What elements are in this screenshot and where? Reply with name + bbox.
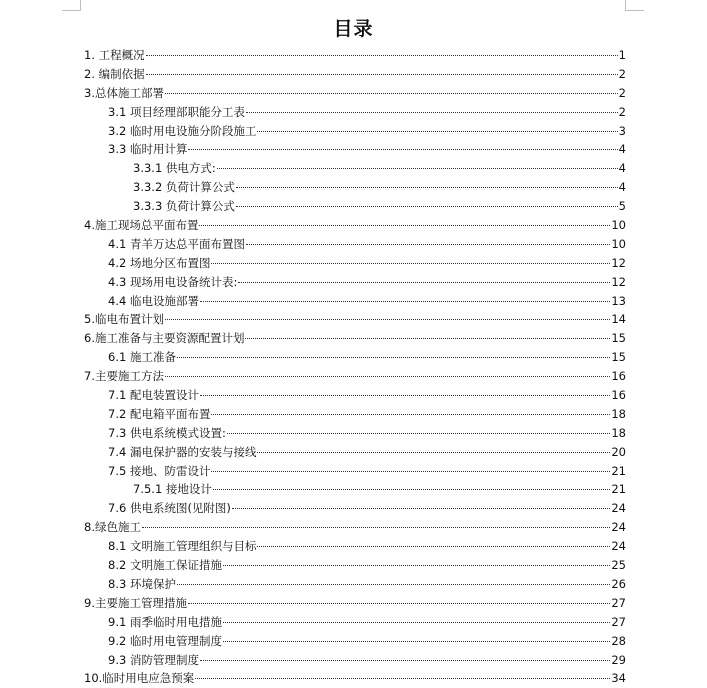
toc-entry-label: 7.1 配电装置设计 bbox=[108, 388, 199, 403]
toc-entry-page-number: 21 bbox=[611, 482, 626, 497]
table-of-contents bbox=[84, 46, 626, 688]
toc-dot-leader bbox=[236, 206, 618, 207]
toc-dot-leader bbox=[200, 395, 610, 396]
toc-dot-leader bbox=[211, 414, 610, 415]
toc-dot-leader bbox=[165, 319, 610, 320]
toc-entry[interactable] bbox=[84, 216, 626, 235]
toc-entry[interactable] bbox=[84, 386, 626, 405]
page-corner-mark-left bbox=[62, 0, 81, 11]
toc-entry-label: 7.4 漏电保护器的安装与接线 bbox=[108, 444, 257, 459]
toc-dot-leader bbox=[246, 244, 610, 245]
toc-entry[interactable] bbox=[84, 310, 626, 329]
toc-entry-page-number: 34 bbox=[611, 671, 626, 686]
toc-entry-page-number: 5 bbox=[618, 199, 626, 214]
toc-entry[interactable] bbox=[84, 159, 626, 178]
toc-entry[interactable] bbox=[84, 235, 626, 254]
toc-entry-label: 3.3.2 负荷计算公式 bbox=[133, 180, 235, 195]
toc-dot-leader bbox=[200, 660, 610, 661]
toc-entry-label: 9.1 雨季临时用电措施 bbox=[108, 614, 222, 629]
toc-dot-leader bbox=[165, 376, 610, 377]
toc-dot-leader bbox=[142, 527, 610, 528]
toc-entry-page-number: 2 bbox=[618, 66, 626, 81]
toc-entry[interactable] bbox=[84, 594, 626, 613]
toc-entry-label: 8.2 文明施工保证措施 bbox=[108, 558, 222, 573]
toc-dot-leader bbox=[232, 508, 610, 509]
toc-entry-page-number: 12 bbox=[611, 274, 626, 289]
toc-dot-leader bbox=[177, 357, 610, 358]
toc-entry-page-number: 10 bbox=[611, 218, 626, 233]
toc-entry-label: 7.5 接地、防雷设计 bbox=[108, 463, 211, 478]
toc-entry-page-number: 15 bbox=[611, 350, 626, 365]
toc-entry[interactable] bbox=[84, 613, 626, 632]
toc-dot-leader bbox=[236, 187, 618, 188]
page-corner-mark-right bbox=[625, 0, 644, 11]
toc-dot-leader bbox=[146, 55, 618, 56]
toc-entry-label: 9.主要施工管理措施 bbox=[84, 595, 187, 610]
toc-entry[interactable] bbox=[84, 632, 626, 651]
toc-dot-leader bbox=[257, 131, 617, 132]
toc-entry[interactable] bbox=[84, 84, 626, 103]
toc-entry-label: 3.3.3 负荷计算公式 bbox=[133, 199, 235, 214]
toc-entry-label: 7.3 供电系统模式设置: bbox=[108, 425, 226, 440]
toc-entry[interactable] bbox=[84, 480, 626, 499]
toc-entry[interactable] bbox=[84, 443, 626, 462]
toc-entry[interactable] bbox=[84, 367, 626, 386]
toc-dot-leader bbox=[195, 678, 610, 679]
toc-entry-label: 3.总体施工部署 bbox=[84, 85, 164, 100]
toc-entry[interactable] bbox=[84, 499, 626, 518]
toc-dot-leader bbox=[177, 584, 610, 585]
toc-entry-label: 2. 编制依据 bbox=[84, 66, 145, 81]
toc-entry[interactable] bbox=[84, 292, 626, 311]
toc-entry-page-number: 25 bbox=[611, 558, 626, 573]
toc-entry[interactable] bbox=[84, 518, 626, 537]
toc-entry-page-number: 1 bbox=[618, 48, 626, 62]
toc-entry-page-number: 4 bbox=[618, 161, 626, 176]
toc-title: 目录 bbox=[333, 18, 374, 40]
toc-dot-leader bbox=[223, 622, 610, 623]
toc-dot-leader bbox=[211, 263, 610, 264]
toc-entry-page-number: 21 bbox=[611, 463, 626, 478]
toc-entry-label: 3.3 临时用计算 bbox=[108, 142, 188, 157]
toc-dot-leader bbox=[211, 471, 610, 472]
toc-entry-label: 1. 工程概况 bbox=[84, 48, 145, 62]
toc-dot-leader bbox=[245, 338, 610, 339]
toc-entry-page-number: 3 bbox=[618, 123, 626, 138]
toc-dot-leader bbox=[246, 112, 618, 113]
toc-entry-page-number: 28 bbox=[611, 633, 626, 648]
toc-dot-leader bbox=[227, 433, 611, 434]
toc-entry-page-number: 4 bbox=[618, 142, 626, 157]
toc-entry[interactable] bbox=[84, 405, 626, 424]
toc-entry-label: 4.施工现场总平面布置 bbox=[84, 218, 199, 233]
toc-entry[interactable] bbox=[84, 254, 626, 273]
toc-entry-label: 7.5.1 接地设计 bbox=[133, 482, 212, 497]
toc-entry-label: 8.1 文明施工管理组织与目标 bbox=[108, 539, 257, 554]
toc-entry-page-number: 4 bbox=[618, 180, 626, 195]
toc-dot-leader bbox=[223, 641, 610, 642]
toc-entry-page-number: 2 bbox=[618, 85, 626, 100]
toc-dot-leader bbox=[223, 565, 610, 566]
toc-entry-page-number: 26 bbox=[611, 576, 626, 591]
toc-entry-page-number: 29 bbox=[611, 652, 626, 667]
toc-dot-leader bbox=[238, 282, 610, 283]
toc-entry[interactable] bbox=[84, 140, 626, 159]
toc-entry[interactable] bbox=[84, 122, 626, 141]
toc-dot-leader bbox=[146, 74, 618, 75]
toc-entry-label: 3.3.1 供电方式: bbox=[133, 161, 216, 176]
toc-entry-label: 3.1 项目经理部职能分工表 bbox=[108, 104, 245, 119]
toc-dot-leader bbox=[200, 301, 610, 302]
toc-entry-label: 3.2 临时用电设施分阶段施工 bbox=[108, 123, 257, 138]
toc-entry-label: 4.1 青羊万达总平面布置图 bbox=[108, 236, 245, 251]
toc-entry-page-number: 24 bbox=[611, 501, 626, 516]
toc-entry-page-number: 16 bbox=[611, 369, 626, 384]
toc-entry-label: 10.临时用电应急预案 bbox=[84, 671, 195, 686]
toc-entry[interactable] bbox=[84, 556, 626, 575]
toc-entry-label: 8.绿色施工 bbox=[84, 520, 141, 535]
toc-dot-leader bbox=[257, 452, 610, 453]
toc-entry[interactable] bbox=[84, 651, 626, 670]
toc-entry-page-number: 15 bbox=[611, 331, 626, 346]
toc-entry-label: 4.4 临电设施部署 bbox=[108, 293, 199, 308]
toc-entry-label: 5.临电布置计划 bbox=[84, 312, 164, 327]
toc-entry-page-number: 18 bbox=[611, 406, 626, 421]
toc-entry[interactable] bbox=[84, 273, 626, 292]
toc-entry-page-number: 24 bbox=[611, 539, 626, 554]
toc-entry[interactable] bbox=[84, 197, 626, 216]
toc-entry[interactable] bbox=[84, 575, 626, 594]
toc-entry[interactable] bbox=[84, 178, 626, 197]
toc-entry-label: 4.2 场地分区布置图 bbox=[108, 255, 211, 270]
toc-dot-leader bbox=[188, 149, 617, 150]
toc-dot-leader bbox=[213, 489, 610, 490]
toc-entry-label: 4.3 现场用电设备统计表: bbox=[108, 274, 238, 289]
toc-entry-page-number: 13 bbox=[611, 293, 626, 308]
toc-entry-page-number: 18 bbox=[611, 425, 626, 440]
toc-entry-label: 7.主要施工方法 bbox=[84, 369, 164, 384]
toc-entry-page-number: 14 bbox=[611, 312, 626, 327]
toc-entry[interactable] bbox=[84, 537, 626, 556]
toc-entry[interactable] bbox=[84, 65, 626, 84]
toc-entry[interactable] bbox=[84, 348, 626, 367]
toc-dot-leader bbox=[199, 225, 610, 226]
toc-dot-leader bbox=[165, 93, 618, 94]
toc-entry[interactable] bbox=[84, 462, 626, 481]
toc-entry-page-number: 20 bbox=[611, 444, 626, 459]
toc-entry-page-number: 10 bbox=[611, 236, 626, 251]
toc-dot-leader bbox=[217, 168, 618, 169]
toc-entry-label: 6.1 施工准备 bbox=[108, 350, 176, 365]
toc-entry-label: 8.3 环境保护 bbox=[108, 576, 176, 591]
toc-entry-page-number: 27 bbox=[611, 614, 626, 629]
toc-entry-label: 7.2 配电箱平面布置 bbox=[108, 406, 211, 421]
toc-entry-page-number: 24 bbox=[611, 520, 626, 535]
toc-entry[interactable] bbox=[84, 424, 626, 443]
toc-entry-label: 6.施工准备与主要资源配置计划 bbox=[84, 331, 245, 346]
toc-entry-page-number: 27 bbox=[611, 595, 626, 610]
toc-entry[interactable] bbox=[84, 103, 626, 122]
toc-entry[interactable] bbox=[84, 329, 626, 348]
toc-dot-leader bbox=[188, 603, 610, 604]
toc-entry-page-number: 16 bbox=[611, 388, 626, 403]
toc-entry[interactable] bbox=[84, 669, 626, 688]
toc-dot-leader bbox=[257, 546, 610, 547]
toc-entry-label: 7.6 供电系统图(见附图) bbox=[108, 501, 231, 516]
toc-entry[interactable] bbox=[84, 46, 626, 65]
toc-entry-label: 9.2 临时用电管理制度 bbox=[108, 633, 222, 648]
toc-entry-label: 9.3 消防管理制度 bbox=[108, 652, 199, 667]
toc-entry-page-number: 12 bbox=[611, 255, 626, 270]
toc-entry-page-number: 2 bbox=[618, 104, 626, 119]
